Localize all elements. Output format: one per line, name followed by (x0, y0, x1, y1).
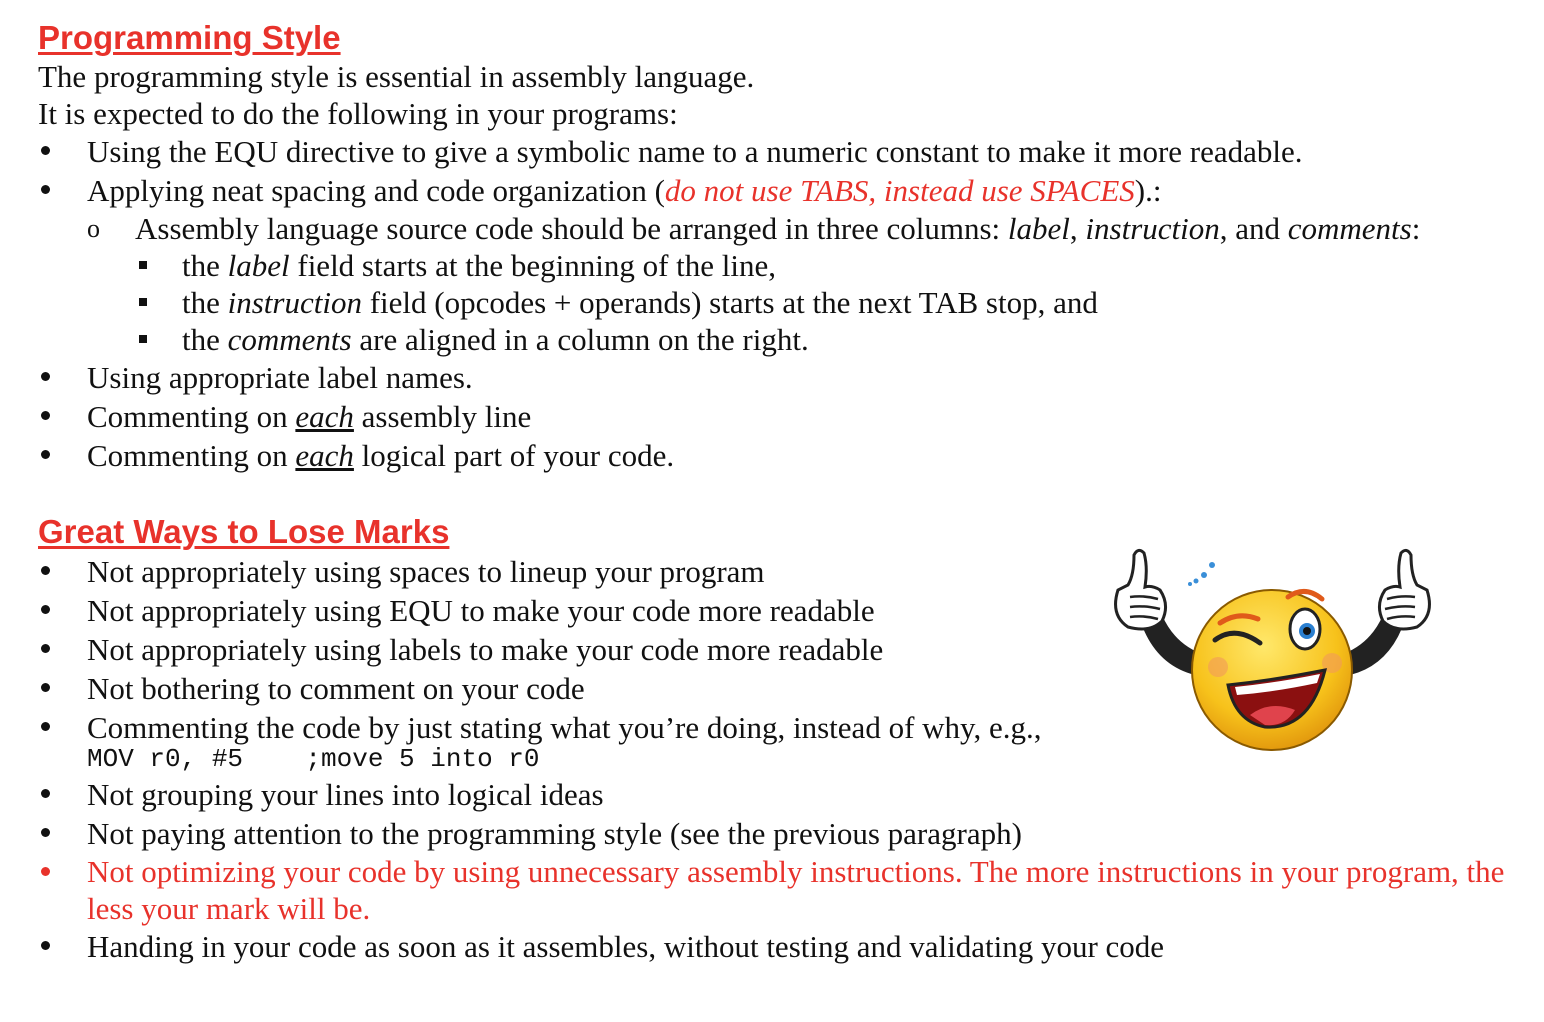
list-item: Commenting on each logical part of your code. (38, 436, 1528, 475)
pupil (1303, 627, 1311, 635)
list-item: Commenting the code by just stating what you’re doing, instead of why, e.g., MOV r0, #5 ;move 5 into r0 (38, 708, 1528, 775)
sub-sub-list-item: the comments are aligned in a column on the right. (38, 321, 1528, 358)
heading-programming-style: Programming Style (38, 19, 341, 56)
right-thumbs-up-glove (1379, 550, 1429, 629)
drop (1188, 582, 1192, 586)
document-page (38, 18, 1528, 966)
list-item: Not appropriately using EQU to make your code more readable (38, 591, 1528, 630)
list-item: Not appropriately using labels to make your code more readable (38, 630, 1528, 669)
drop (1209, 562, 1215, 568)
drop (1201, 572, 1207, 578)
cheek (1208, 657, 1228, 677)
list-item: Commenting on each assembly line (38, 397, 1528, 436)
intro-line-2: It is expected to do the following in your programs: (38, 96, 678, 131)
winking-thumbs-up-emoji-icon (1100, 545, 1445, 755)
heading-lose-marks: Great Ways to Lose Marks (38, 513, 450, 550)
style-list (38, 132, 1528, 475)
sub-sub-list-item: the instruction field (opcodes + operands) starts at the next TAB stop, and (38, 284, 1528, 321)
list-item: Using the EQU directive to give a symbolic name to a numeric constant to make it more readable. (38, 132, 1528, 171)
left-thumbs-up-glove (1116, 550, 1166, 629)
list-item: Not grouping your lines into logical ideas (38, 775, 1528, 814)
list-item: Not paying attention to the programming style (see the previous paragraph) (38, 814, 1528, 853)
intro-line-1: The programming style is essential in assembly language. (38, 59, 755, 94)
list-item: Not appropriately using spaces to lineup your program (38, 552, 1528, 591)
sub-sub-list-item: the label field starts at the beginning of the line, (38, 247, 1528, 284)
spacer (38, 475, 1528, 512)
list-item: Applying neat spacing and code organization (do not use TABS, instead use SPACES).: (38, 171, 1528, 210)
list-item: Not bothering to comment on your code (38, 669, 1528, 708)
list-item: Handing in your code as soon as it assembles, without testing and validating your code (38, 927, 1528, 966)
code-example: MOV r0, #5 ;move 5 into r0 (87, 744, 540, 774)
drop (1194, 579, 1199, 584)
list-item-red: Not optimizing your code by using unnecessary assembly instructions. The more instructions in your program, the less your mark will be. (38, 853, 1528, 927)
sub-list-item: o Assembly language source code should be arranged in three columns: label, instruction, and comments: (38, 210, 1528, 247)
list-item: Using appropriate label names. (38, 358, 1528, 397)
